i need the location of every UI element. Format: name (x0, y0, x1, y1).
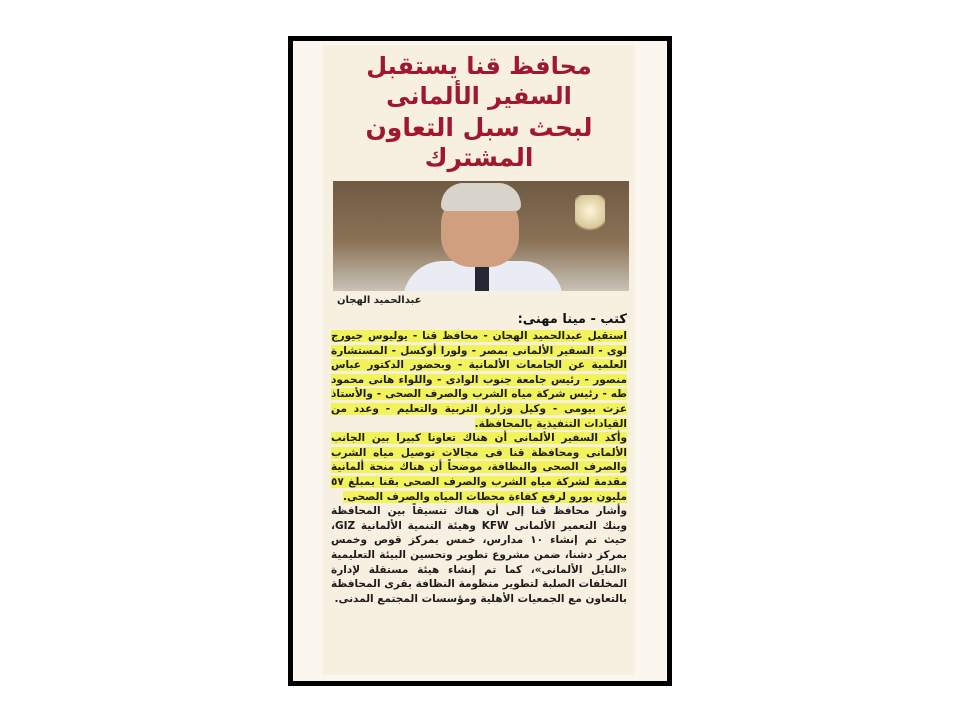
photo-caption: عبدالحميد الهجان (337, 295, 422, 306)
tie-shape (475, 265, 489, 291)
hair-shape (441, 183, 521, 211)
newspaper-clipping (323, 45, 635, 675)
byline: كتب - مينا مهنى: (517, 312, 627, 327)
article-body (331, 329, 627, 606)
paragraph-1 (331, 329, 627, 431)
lamp-shape (575, 195, 605, 235)
governor-photo (333, 181, 629, 291)
highlighted-text: وأكد السفير الألمانى أن هناك تعاونا كبيرا بين الجانب الألمانى ومحافظة قنا فى مجالات توصيل مياه الشرب والصرف الصحى والنظافة، موضحاً أن هناك منحة ألمانية مقدمة لشركة مياه الشرب والصرف الصحى بقنا بمبلغ ٥٧ مليون يورو لرفع كفاءة محطات المياه والصرف الصحى. (331, 432, 627, 503)
paragraph-3: وأشار محافظ قنا إلى أن هناك تنسيقاً بين المحافظة وبنك التعمير الألمانى KFW وهيئة التنمية الألمانية GIZ، حيث تم إنشاء ١٠ مدارس، خمس بمركز قوص وخمس بمركز دشنا، ضمن مشروع تطوير وتحسين البيئة التعليمية «النايل الألمانى»، كما تم إنشاء هيئة مستقلة لإدارة المخلفات الصلبة لتطوير منظومة النظافة بقرى المحافظة بالتعاون مع الجمعيات الأهلية ومؤسسات المجتمع المدنى. (331, 505, 627, 605)
headline-line-2: لبحث سبل التعاون المشترك (365, 113, 593, 172)
headline-line-1: محافظ قنا يستقبل السفير الألمانى (366, 52, 592, 110)
paragraph-2 (331, 431, 627, 504)
highlighted-text: استقبل عبدالحميد الهجان - محافظ قنا - يوليوس جيورج لوى - السفير الألمانى بمصر - ولورا أوكسل - المستشارة العلمية عن الجامعات الألمانية - وبحضور الدكتور عباس منصور - رئيس جامعة جنوب الوادى - واللواء هانى محمود طه - رئيس شركة مياه الشرب والصرف الصحى - والأستاذ عزت بيومى - وكيل وزارة التربية والتعليم - وعدد من القيادات التنفيذية بالمحافظة. (331, 330, 627, 430)
clipping-frame (288, 36, 672, 686)
